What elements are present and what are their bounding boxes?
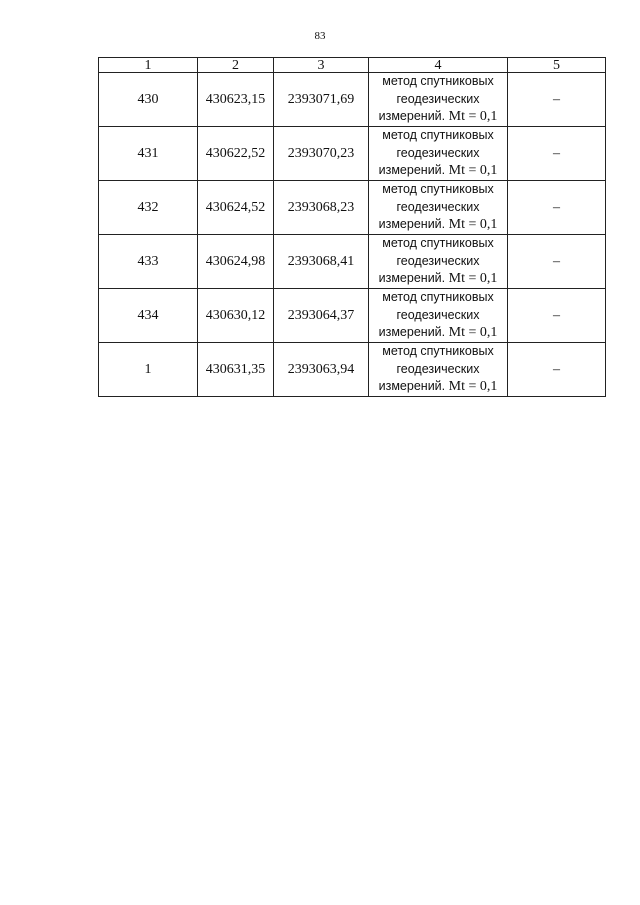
column-5-cell: – xyxy=(508,181,606,235)
column-header-3: 3 xyxy=(274,58,369,73)
table-row xyxy=(99,235,606,289)
method-line-2: геодезических xyxy=(396,199,480,214)
accuracy-value: Mt = 0,1 xyxy=(448,217,498,233)
x-coordinate-cell: 430624,98 xyxy=(198,235,274,289)
point-number-cell: 432 xyxy=(99,181,198,235)
method-line-3-text: измерений. xyxy=(378,109,446,124)
method-line-1: метод спутниковых xyxy=(382,74,494,89)
accuracy-value: Mt = 0,1 xyxy=(448,271,498,287)
method-cell xyxy=(369,73,508,127)
method-line-2: геодезических xyxy=(396,91,480,106)
method-line-1: метод спутниковых xyxy=(382,290,494,305)
x-coordinate-cell: 430623,15 xyxy=(198,73,274,127)
accuracy-value: Mt = 0,1 xyxy=(448,379,498,395)
method-line-3 xyxy=(369,216,507,234)
column-header-2: 2 xyxy=(198,58,274,73)
x-coordinate-cell: 430630,12 xyxy=(198,289,274,343)
y-coordinate-cell: 2393063,94 xyxy=(274,343,369,397)
method-line-2: геодезических xyxy=(396,307,480,322)
point-number-cell: 431 xyxy=(99,127,198,181)
y-coordinate-cell: 2393068,41 xyxy=(274,235,369,289)
method-line-3 xyxy=(369,270,507,288)
method-cell xyxy=(369,181,508,235)
x-coordinate-cell: 430624,52 xyxy=(198,181,274,235)
table-row xyxy=(99,73,606,127)
method-line-2: геодезических xyxy=(396,361,480,376)
point-number-cell: 433 xyxy=(99,235,198,289)
x-coordinate-cell: 430622,52 xyxy=(198,127,274,181)
accuracy-value: Mt = 0,1 xyxy=(448,163,498,179)
method-line-1: метод спутниковых xyxy=(382,236,494,251)
method-cell xyxy=(369,343,508,397)
table-header-row xyxy=(99,58,606,73)
column-5-cell: – xyxy=(508,289,606,343)
column-5-cell: – xyxy=(508,127,606,181)
method-line-3-text: измерений. xyxy=(378,271,446,286)
table-row xyxy=(99,289,606,343)
column-5-cell: – xyxy=(508,73,606,127)
method-line-3-text: измерений. xyxy=(378,379,446,394)
method-line-2: геодезических xyxy=(396,253,480,268)
y-coordinate-cell: 2393071,69 xyxy=(274,73,369,127)
column-header-5: 5 xyxy=(508,58,606,73)
column-5-cell: – xyxy=(508,343,606,397)
coordinates-table xyxy=(98,57,606,397)
method-line-2: геодезических xyxy=(396,145,480,160)
method-line-3 xyxy=(369,378,507,396)
method-line-3 xyxy=(369,324,507,342)
method-cell xyxy=(369,289,508,343)
column-header-4: 4 xyxy=(369,58,508,73)
method-cell xyxy=(369,127,508,181)
method-line-3 xyxy=(369,108,507,126)
y-coordinate-cell: 2393070,23 xyxy=(274,127,369,181)
point-number-cell: 434 xyxy=(99,289,198,343)
x-coordinate-cell: 430631,35 xyxy=(198,343,274,397)
table-row xyxy=(99,127,606,181)
method-line-1: метод спутниковых xyxy=(382,344,494,359)
method-line-1: метод спутниковых xyxy=(382,182,494,197)
page-number: 83 xyxy=(314,30,326,42)
table-row xyxy=(99,343,606,397)
method-line-3-text: измерений. xyxy=(378,325,446,340)
y-coordinate-cell: 2393068,23 xyxy=(274,181,369,235)
column-header-1: 1 xyxy=(99,58,198,73)
point-number-cell: 1 xyxy=(99,343,198,397)
table-row xyxy=(99,181,606,235)
column-5-cell: – xyxy=(508,235,606,289)
point-number-cell: 430 xyxy=(99,73,198,127)
method-line-3-text: измерений. xyxy=(378,217,446,232)
method-line-3-text: измерений. xyxy=(378,163,446,178)
method-line-1: метод спутниковых xyxy=(382,128,494,143)
method-line-3 xyxy=(369,162,507,180)
method-cell xyxy=(369,235,508,289)
accuracy-value: Mt = 0,1 xyxy=(448,109,498,125)
accuracy-value: Mt = 0,1 xyxy=(448,325,498,341)
y-coordinate-cell: 2393064,37 xyxy=(274,289,369,343)
